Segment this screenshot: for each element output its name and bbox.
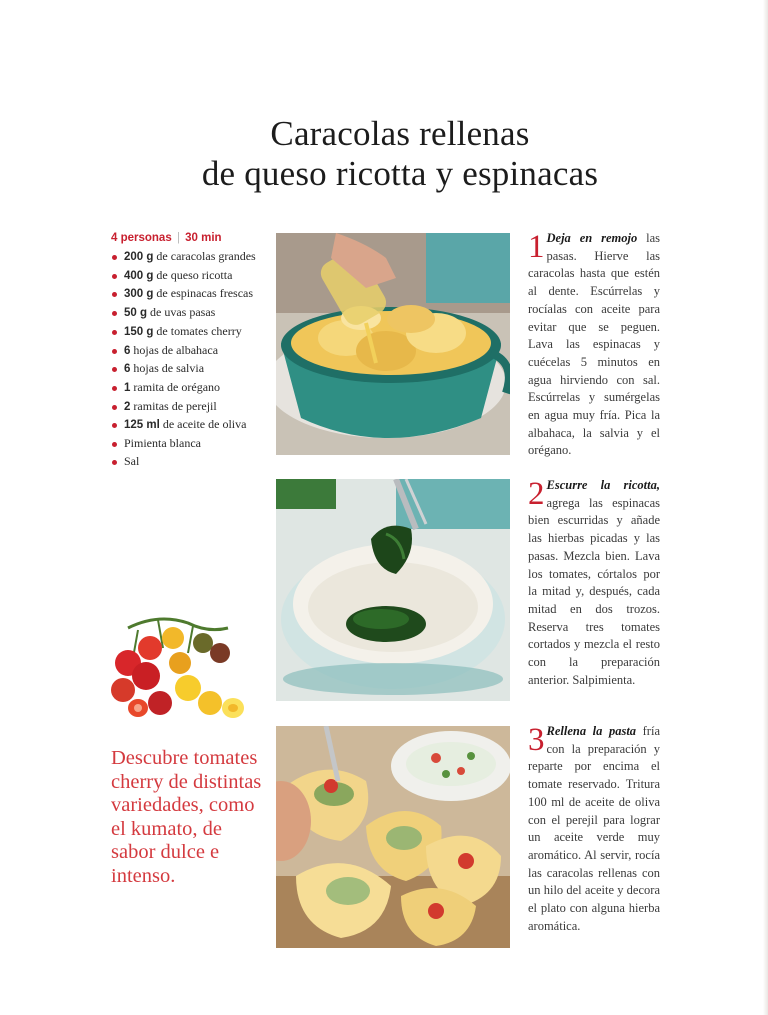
ingredient-item: 200 g de caracolas grandes <box>111 248 271 267</box>
photo-stuffed-shells <box>276 726 510 948</box>
ingredient-item: 125 ml de aceite de oliva <box>111 416 271 435</box>
step-text: agrega las espinacas bien escurridas y añade las hierbas picadas y las pasas. Mezcla bien. Lava los tomates, córtalos por la mitad y, después, cada mitad en dos trozos. Reserva tres tomates cortados y mezcla el resto con la preparación anterior. Salpimienta. <box>528 495 660 687</box>
recipe-title-line-1: Caracolas rellenas <box>270 114 530 153</box>
step-1 <box>528 230 660 460</box>
step-2 <box>528 477 660 689</box>
ingredient-list <box>111 248 271 470</box>
servings: 4 personas <box>111 232 172 244</box>
ingredient-item: 2 ramitas de perejil <box>111 398 271 417</box>
meta-separator: | <box>176 232 180 244</box>
prep-time: 30 min <box>185 232 222 244</box>
recipe-title-line-2: de queso ricotta y espinacas <box>201 154 599 193</box>
ingredient-item: 400 g de queso ricotta <box>111 267 271 286</box>
step-number: 2 <box>528 476 545 512</box>
step-lead: Escurre la ricotta, <box>546 478 660 492</box>
step-3 <box>528 723 660 935</box>
ingredient-item: Pimienta blanca <box>111 435 271 453</box>
step-number: 1 <box>528 229 545 265</box>
callout-text: Descubre tomates cherry de distintas variedades, como el kumato, de sabor dulce e intenso. <box>111 747 262 887</box>
ingredient-item: 50 g de uvas pasas <box>111 304 271 323</box>
step-number: 3 <box>528 722 545 758</box>
cherry-tomatoes <box>98 608 258 728</box>
ingredient-item: 150 g de tomates cherry <box>111 323 271 342</box>
ingredient-item: 6 hojas de albahaca <box>111 342 271 361</box>
step-text: fría con la preparación y reparte por encima el tomate reservado. Tritura 100 ml de aceite de oliva con el perejil para lograr un aceite verde muy aromático. Al servir, rocía las caracolas rellenas con un hilo del aceite y decora el plato con alguna hierba aromática. <box>528 724 660 933</box>
ingredient-item: 300 g de espinacas frescas <box>111 285 271 304</box>
photo-pasta-oil <box>276 233 510 455</box>
step-lead: Rellena la pasta <box>546 724 637 738</box>
ingredient-item: Sal <box>111 453 271 471</box>
step-lead: Deja en remojo <box>546 231 638 245</box>
ingredient-item: 1 ramita de orégano <box>111 379 271 398</box>
photo-ricotta-spinach <box>276 479 510 701</box>
ingredient-item: 6 hojas de salvia <box>111 360 271 379</box>
step-text: las pasas. Hierve las caracolas hasta que estén al dente. Escúrrelas y rocíalas con aceite para evitar que se peguen. Lava las espinacas y cuécelas 5 minutos en agua hirviendo con sal. Escúrrelas y sumérgelas en agua muy fría. Pica la albahaca, la salvia y el orégano. <box>528 231 660 458</box>
recipe-meta <box>111 232 222 244</box>
